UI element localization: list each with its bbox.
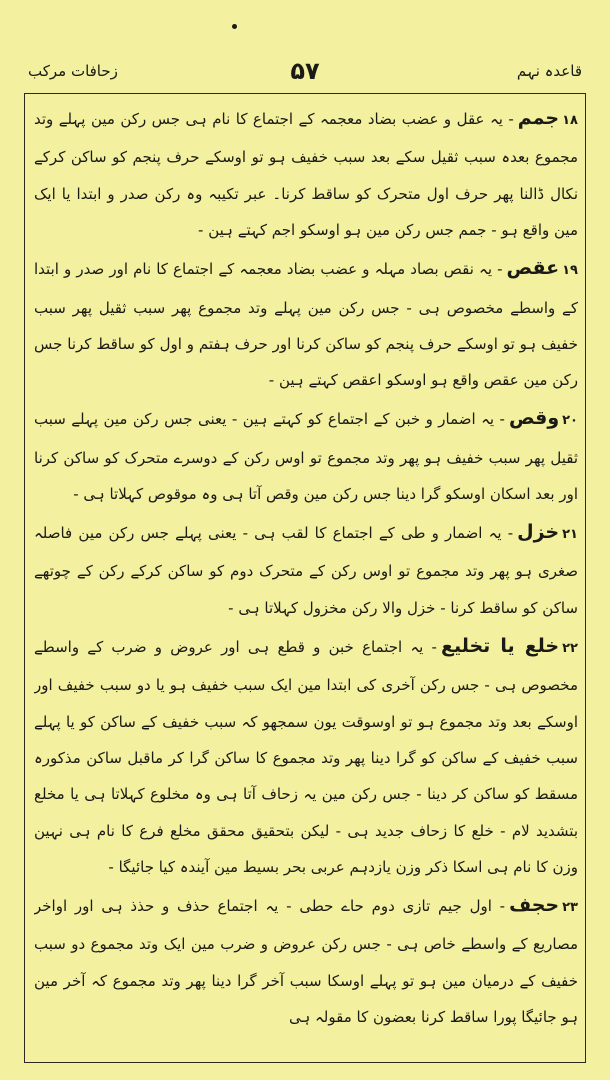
- entry-term: جمم: [517, 107, 560, 129]
- entry-waqs: [34, 400, 578, 512]
- entry-khazl: [34, 514, 578, 626]
- entry-number: ۱۹: [562, 263, 578, 279]
- entry-text: - یہ اضمار و طی کے اجتماع کا لقب ہی - یعنی پہلے جس رکن مین فاصلہ صغری ہو پھر وتد مجموع تو اوس رکن کے متحرک دوم کو ساکن کرکے رکن کے چوتھے ساکن کو ساقط کرنا - خزل والا رکن مخزول کہلاتا ہی -: [34, 523, 578, 617]
- entry-text: - یہ عقل و عضب بضاد معجمہ کے اجتماع کا نام ہی جس رکن مین پہلے وتد مجموع بعدہ سبب ثقیل سکے بعد سبب خفیف ہو تو اوسکے حرف پنجم کو ساکن کرکے نکال ڈالنا پھر حرف اول متحرک کو ساقط کرنا۔ عبر تکیبہ وہ رکن صدر و ابتدا یا ایک مین واقع ہو - جمم جس رکن مین ہو اوسکو اجم کہتے ہین -: [34, 110, 578, 240]
- entry-term: عقص: [506, 257, 560, 280]
- entry-number: ۲۲: [562, 640, 578, 656]
- entry-number: ۲۱: [562, 526, 578, 542]
- entry-text: - یہ اضمار و خبن کے اجتماع کو کہتے ہین - یعنی جس رکن مین پہلے سبب ثقیل پھر سبب خفیف ہو پھر وتد مجموع تو اوس رکن کے دوسرے متحرک کو ساکن کرنا اور بعد اسکان اوسکو گرا دینا جس رکن مین وقص آتا ہی وہ موقوص کہلاتا ہی -: [34, 410, 578, 504]
- entry-term: خزل: [517, 520, 560, 543]
- header-chapter-title: قاعدہ نہم: [516, 62, 582, 80]
- header-section-title: زحافات مرکب: [28, 62, 118, 80]
- entry-number: ۲۳: [562, 900, 578, 916]
- entry-khal: [34, 628, 578, 886]
- entry-term: خلع یا تخلیع: [440, 634, 560, 657]
- entry-hajf: [34, 887, 578, 1036]
- entry-text: - یہ اجتماع خبن و قطع ہی اور عروض و ضرب کے واسطے مخصوص ہی - جس رکن آخری کی ابتدا مین ایک سبب خفیف ہو یا دو سبب خفیف اور اوسکے بعد وتد مجموع ہو تو اوسوقت یون سمجھو کہ سبب خفیف کے ساکن کو یا پہلے سبب خفیف کے ساکن کو گرا دینا پھر وتد مجموع کا ساکن گرا کر ماقبل ساکن مذکورہ مسقط کو ساکن کر دینا - جس رکن مین یہ زحاف آتا ہی وہ مخلوع کہلاتا ہی یا مخلع بتشدید لام - خلع کا زحاف جدید ہی - لیکن بتحقیق محقق مخلع فرع کا نام ہی نہین وزن کا نام ہی اسکا ذکر وزن یازدہم عربی بحر بسیط مین آیندہ کیا جائیگا -: [34, 637, 578, 877]
- entry-term: حجف: [509, 894, 560, 917]
- page-header: [28, 56, 582, 86]
- page-number: ۵۷: [290, 57, 320, 85]
- entry-jamm: [34, 100, 578, 249]
- page-body: [34, 100, 578, 1056]
- entry-text: - اول جیم تازی دوم حاے حطی - یہ اجتماع حذف و حذذ ہی اور اواخر مصاریع کے واسطے خاص ہی - جس رکن عروض و ضرب مین ایک وتد مجموع دو سبب خفیف کے درمیان مین ہو تو پہلے اوسکا سبب آخر گرا دینا پھر وتد مجموع کہ آخر مین ہو جائیگا پورا ساقط کرنا بعضون کا مقولہ ہی: [34, 897, 578, 1027]
- entry-number: ۲۰: [562, 413, 578, 429]
- entry-aqs: [34, 250, 578, 399]
- entry-number: ۱۸: [562, 113, 578, 128]
- entry-text: - یہ نقص بصاد مہلہ و عضب بضاد معجمہ کے اجتماع کا نام اور صدر و ابتدا کے واسطے مخصوص ہی - جس رکن مین پہلے وتد مجموع پھر سبب ثقیل پھر سبب خفیف ہو تو اوسکے حرف پنجم کو ساکن کرنا اور حرف ہفتم و اول کو ساقط کرنا جس رکن مین عقص واقع ہو اوسکو اعقص کہتے ہین -: [34, 260, 578, 390]
- entry-term: وقص: [508, 407, 560, 430]
- page-dot: [232, 24, 237, 29]
